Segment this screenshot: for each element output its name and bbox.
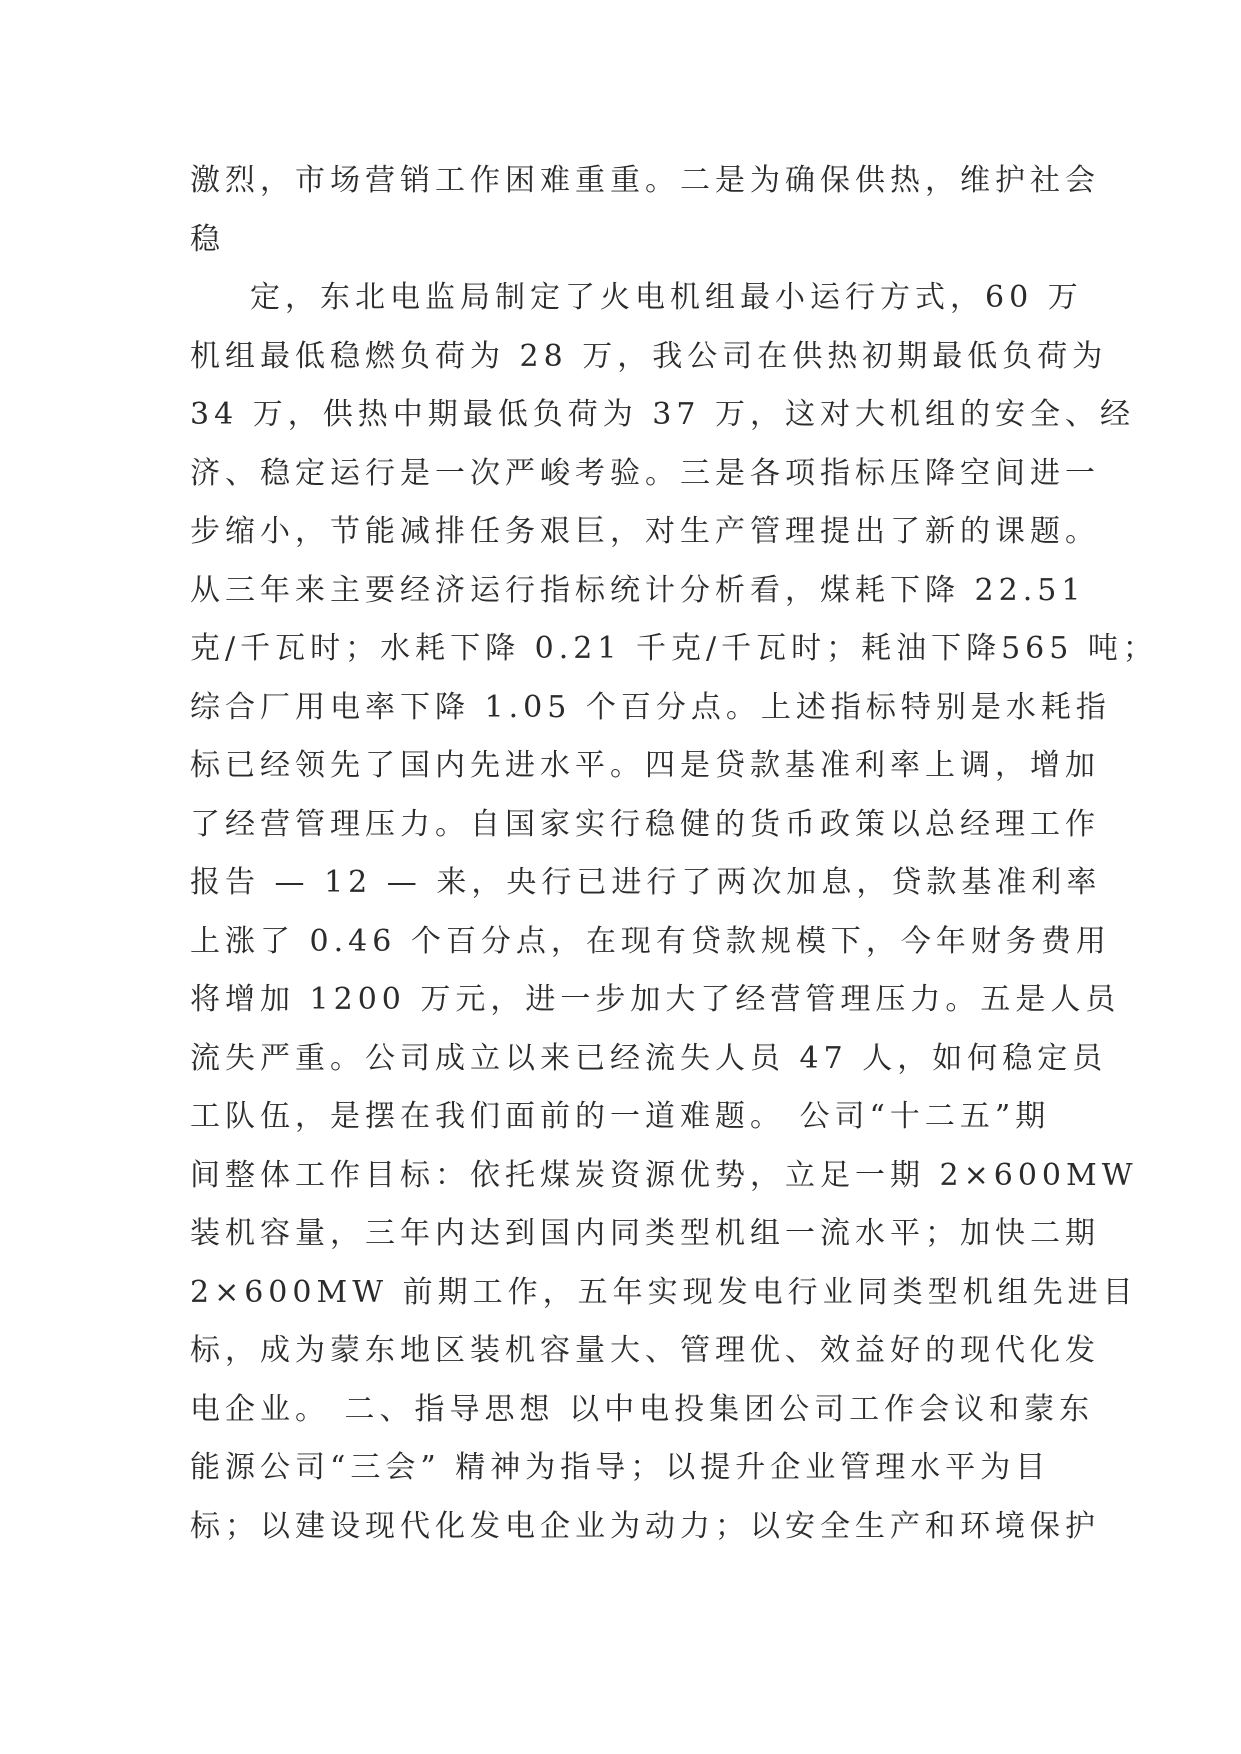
text-line: 标已经领先了国内先进水平。四是贷款基准利率上调，增加 [190,748,1100,783]
text-line: 装机容量，三年内达到国内同类型机组一流水平；加快二期 [190,1216,1100,1251]
text-line: 标，成为蒙东地区装机容量大、管理优、效益好的现代化发 [190,1333,1100,1368]
text-line: 了经营管理压力。自国家实行稳健的货币政策以总经理工作 [190,806,1100,842]
text-line: 电企业。 二、指导思想 以中电投集团公司工作会议和蒙东 [190,1391,1095,1427]
text-line: 间整体工作目标：依托煤炭资源优势，立足一期 2×600MW [190,1157,1138,1193]
text-line: 上涨了 0.46 个百分点，在现有贷款规模下，今年财务费用 [190,923,1111,959]
text-line: 流失严重。公司成立以来已经流失人员 47 人，如何稳定员 [190,1040,1108,1076]
text-line: 能源公司“三会” 精神为指导；以提升企业管理水平为目 [190,1450,1051,1485]
text-line: 将增加 1200 万元，进一步加大了经营管理压力。五是人员 [190,982,1121,1017]
text-line: 机组最低稳燃负荷为 28 万，我公司在供热初期最低负荷为 [190,338,1108,374]
text-line: 工队伍，是摆在我们面前的一道难题。 公司“十二五”期 [190,1099,1051,1134]
text-line: 综合厂用电率下降 1.05 个百分点。上述指标特别是水耗指 [190,689,1111,725]
text-line: 标；以建设现代化发电企业为动力；以安全生产和环境保护 [190,1508,1100,1544]
text-line: 步缩小，节能减排任务艰巨，对生产管理提出了新的课题。 [190,514,1100,549]
text-line: 报告 — 12 — 来，央行已进行了两次加息，贷款基准利率 [190,865,1102,900]
text-line: 定，东北电监局制定了火电机组最小运行方式，60 万 [250,280,1083,315]
text-line: 克/千瓦时；水耗下降 0.21 千克/千瓦时；耗油下降565 吨； [190,631,1158,666]
text-line: 稳 [190,221,225,257]
text-line: 2×600MW 前期工作，五年实现发电行业同类型机组先进目 [190,1274,1138,1310]
text-line: 从三年来主要经济运行指标统计分析看，煤耗下降 22.51 [190,572,1086,608]
text-line: 激烈，市场营销工作困难重重。二是为确保供热，维护社会 [190,163,1100,198]
text-line: 34 万，供热中期最低负荷为 37 万，这对大机组的安全、经 [190,397,1135,432]
body-text [190,152,1158,1556]
text-line: 济、稳定运行是一次严峻考验。三是各项指标压降空间进一 [190,455,1100,491]
